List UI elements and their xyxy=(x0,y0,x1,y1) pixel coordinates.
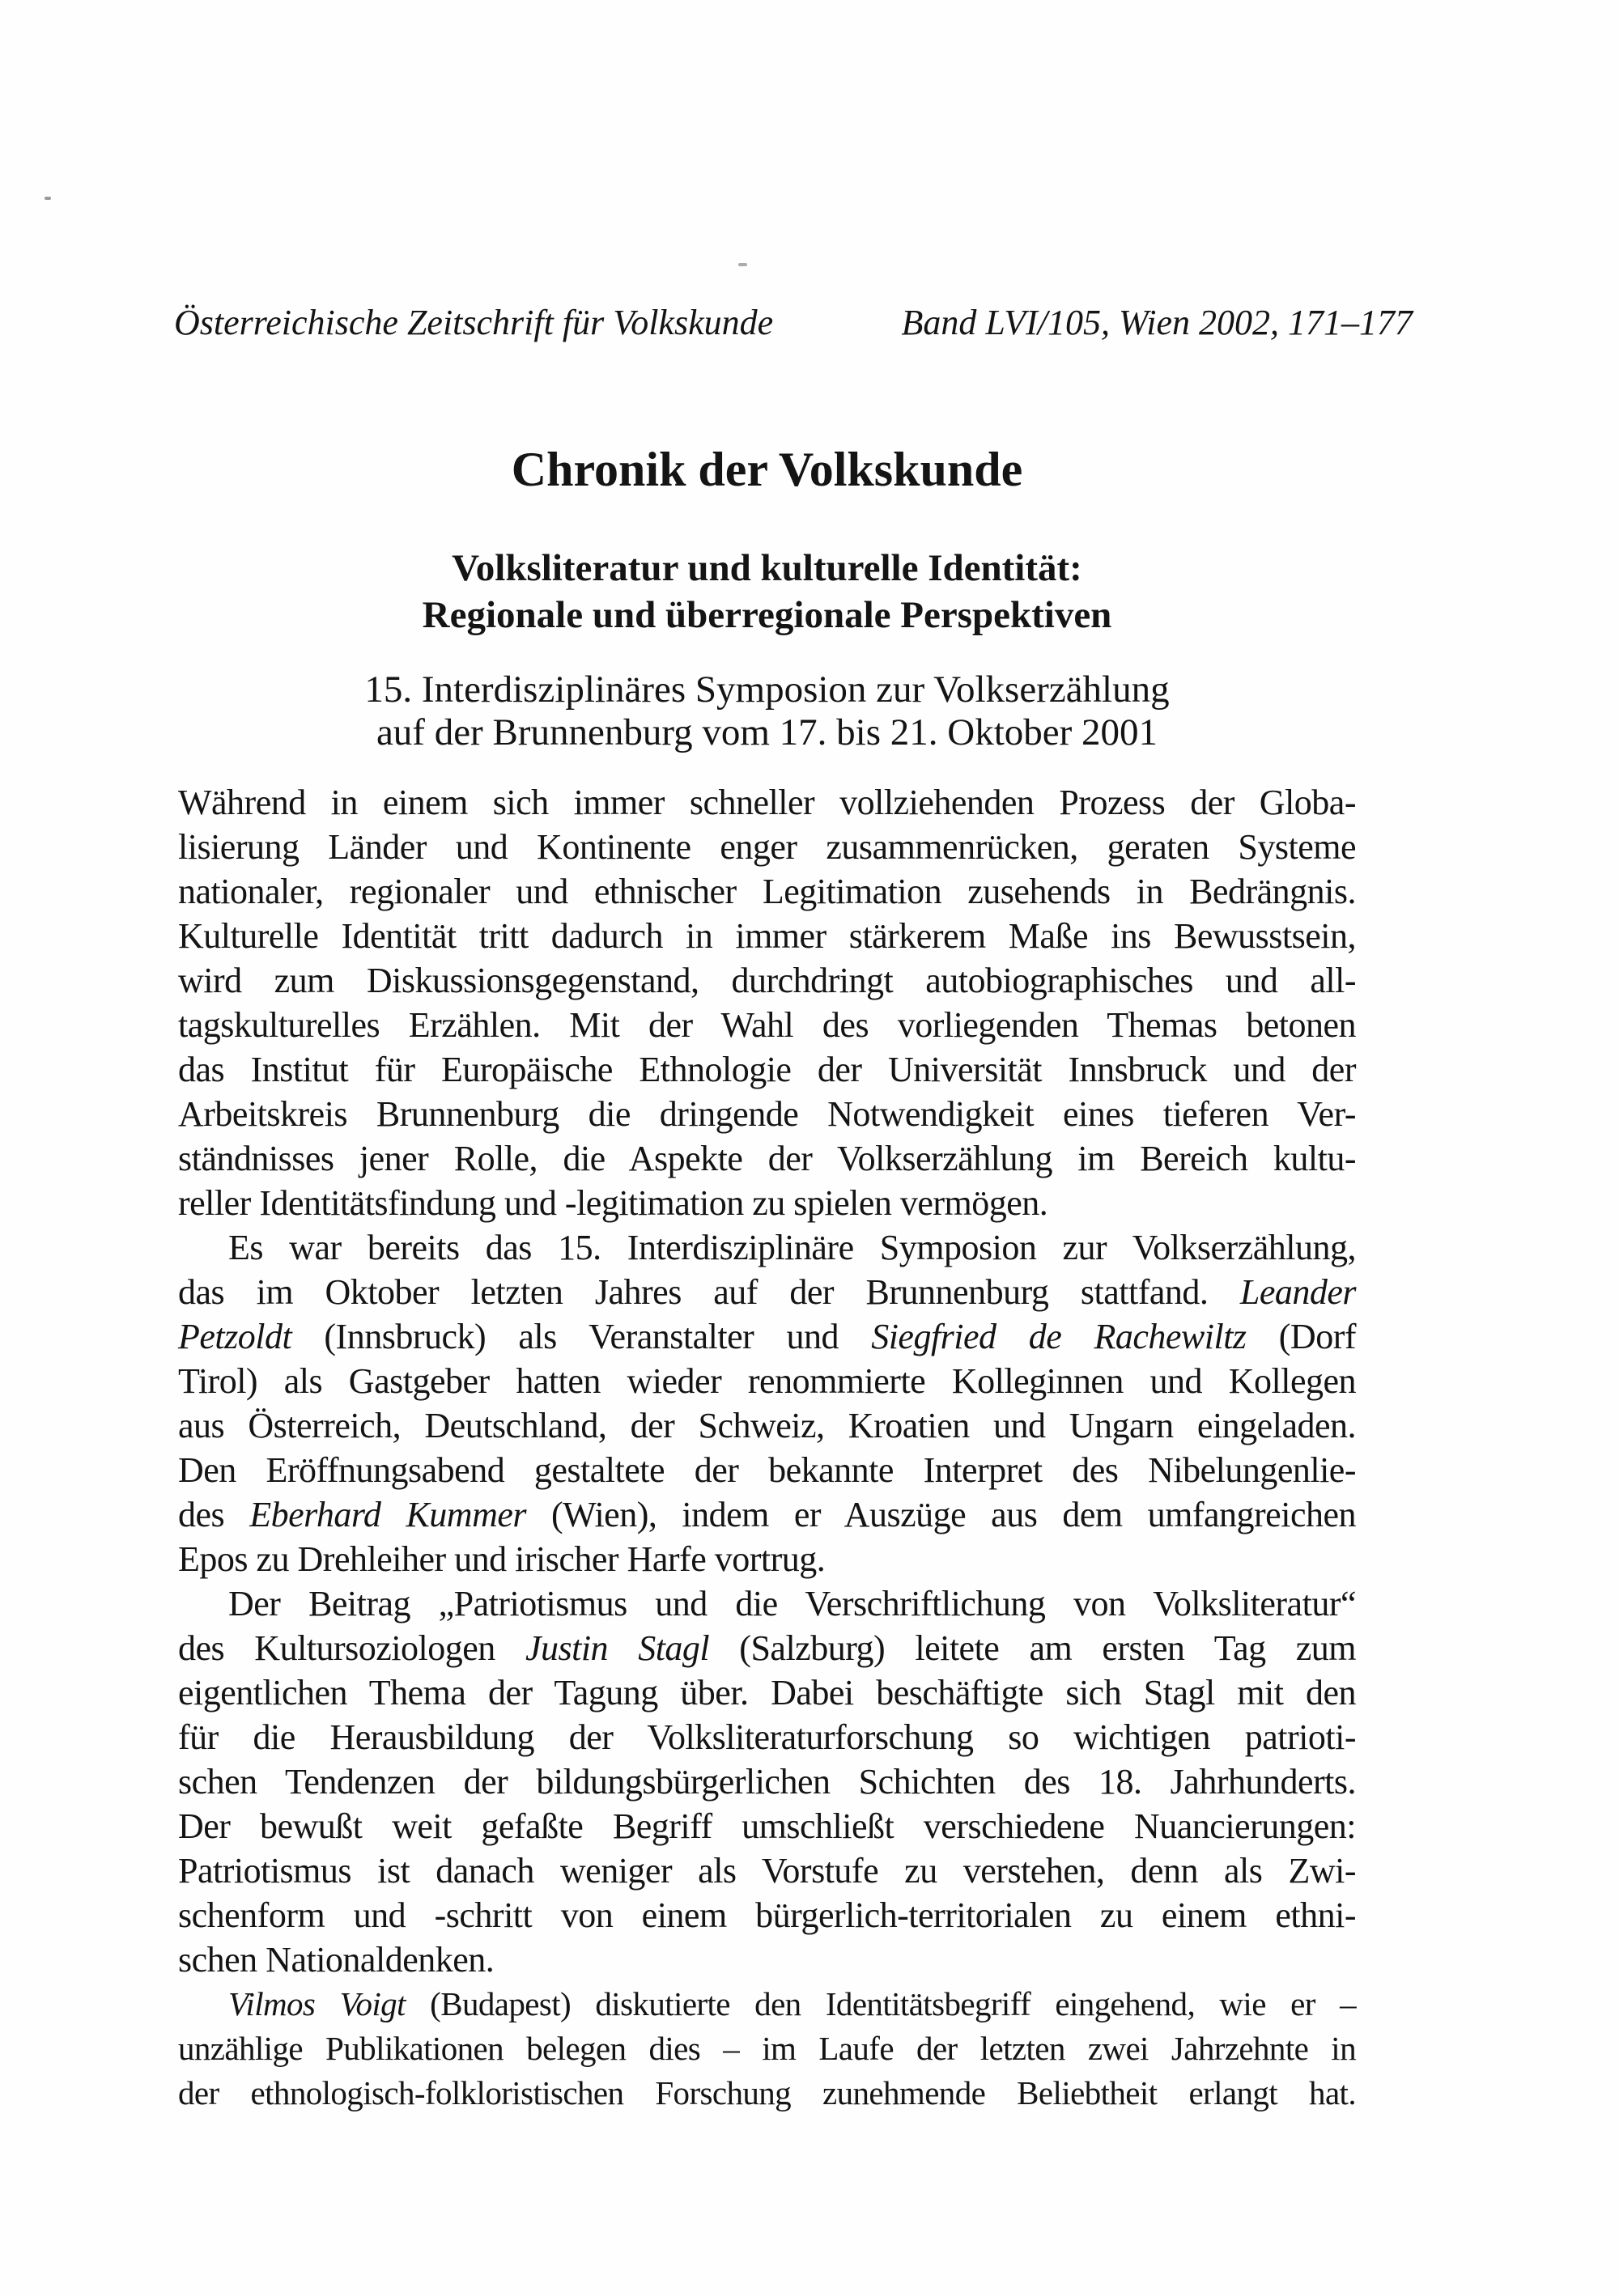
page-header xyxy=(174,303,1413,343)
text-run: unzählige Publikationen belegen dies – im Laufe der letzten zwei Jahrzehnte in xyxy=(178,2030,1356,2067)
text-line xyxy=(178,825,1356,869)
text-line xyxy=(178,1136,1356,1181)
text-run: (Dorf xyxy=(1246,1317,1356,1356)
text-line xyxy=(178,958,1356,1003)
text-run: Der bewußt weit gefaßte Begriff umschließt verschiedene Nuancierungen: xyxy=(178,1806,1356,1846)
text-line xyxy=(178,1937,1356,1982)
text-run: reller Identitätsfindung und -legitimation zu spielen vermögen. xyxy=(178,1183,1048,1223)
text-run: Patriotismus ist danach weniger als Vorstufe zu verstehen, denn als Zwi- xyxy=(178,1851,1356,1891)
article-title xyxy=(178,545,1356,639)
text-run: Tirol) als Gastgeber hatten wieder renommierte Kolleginnen und Kollegen xyxy=(178,1361,1356,1401)
text-run: das im Oktober letzten Jahres auf der Brunnenburg stattfand. xyxy=(178,1272,1240,1312)
text-line xyxy=(178,1626,1356,1670)
text-line xyxy=(178,1715,1356,1759)
text-line xyxy=(178,1270,1356,1314)
text-run: Der Beitrag „Patriotismus und die Verschriftlichung von Volksliteratur“ xyxy=(228,1584,1356,1623)
text-run: (Wien), indem er Auszüge aus dem umfangreichen xyxy=(526,1495,1356,1534)
text-run: das Institut für Europäische Ethnologie der Universität Innsbruck und der xyxy=(178,1050,1356,1089)
text-run: des Kultursoziologen xyxy=(178,1628,525,1668)
article-title-line2: Regionale und überregionale Perspektiven xyxy=(422,594,1112,636)
text-line xyxy=(178,1804,1356,1848)
event-subtitle-line1: 15. Interdisziplinäres Symposion zur Volkserzählung xyxy=(364,668,1170,711)
text-line xyxy=(178,1181,1356,1225)
text-line xyxy=(178,1893,1356,1937)
text-run: Während in einem sich immer schneller vollziehenden Prozess der Globa- xyxy=(178,783,1356,822)
text-run: Den Eröffnungsabend gestaltete der bekannte Interpret des Nibelungenlie- xyxy=(178,1450,1356,1490)
event-subtitle-line2: auf der Brunnenburg vom 17. bis 21. Oktober 2001 xyxy=(376,711,1158,753)
text-run: ständnisses jener Rolle, die Aspekte der Volkserzählung im Bereich kultu- xyxy=(178,1139,1356,1178)
text-line xyxy=(178,1537,1356,1581)
text-line xyxy=(178,869,1356,914)
text-line xyxy=(178,780,1356,825)
text-line xyxy=(178,1492,1356,1537)
text-line xyxy=(178,1225,1356,1270)
article-body xyxy=(178,780,1356,2116)
text-run: der ethnologisch-folkloristischen Forschung zunehmende Beliebtheit erlangt hat. xyxy=(178,2074,1356,2111)
text-line xyxy=(178,1359,1356,1403)
text-line xyxy=(178,1581,1356,1626)
scan-speck xyxy=(45,197,51,200)
text-run: schen Tendenzen der bildungsbürgerlichen Schichten des 18. Jahrhunderts. xyxy=(178,1762,1356,1802)
text-run: (Budapest) diskutierte den Identitätsbegriff eingehend, wie er – xyxy=(405,1985,1357,2022)
text-line xyxy=(178,2071,1356,2116)
article-title-line1: Volksliteratur und kulturelle Identität: xyxy=(452,547,1082,589)
text-run: schen Nationaldenken. xyxy=(178,1940,495,1980)
person-name: Vilmos Voigt xyxy=(228,1985,406,2022)
text-run: Kulturelle Identität tritt dadurch in immer stärkerem Maße ins Bewusstsein, xyxy=(178,916,1356,956)
text-run: Arbeitskreis Brunnenburg die dringende Notwendigkeit eines tieferen Ver- xyxy=(178,1094,1356,1134)
event-subtitle xyxy=(178,668,1356,754)
text-line xyxy=(178,1848,1356,1893)
person-name: Eberhard Kummer xyxy=(249,1495,526,1534)
text-line xyxy=(178,1759,1356,1804)
text-line xyxy=(178,1314,1356,1359)
text-run: schenform und -schritt von einem bürgerlich-territorialen zu einem ethni- xyxy=(178,1895,1356,1935)
journal-name: Österreichische Zeitschrift für Volkskunde xyxy=(174,303,774,342)
text-line xyxy=(178,1047,1356,1092)
text-run: Epos zu Drehleiher und irischer Harfe vortrug. xyxy=(178,1539,826,1579)
text-line xyxy=(178,1403,1356,1448)
text-run: nationaler, regionaler und ethnischer Legitimation zusehends in Bedrängnis. xyxy=(178,872,1356,911)
text-line xyxy=(178,1092,1356,1136)
text-run: des xyxy=(178,1495,250,1534)
text-line xyxy=(178,1448,1356,1492)
text-run: (Innsbruck) als Veranstalter und xyxy=(291,1317,872,1356)
text-run: Es war bereits das 15. Interdisziplinäre Symposion zur Volkserzählung, xyxy=(228,1228,1356,1267)
text-run: eigentlichen Thema der Tagung über. Dabei beschäftigte sich Stagl mit den xyxy=(178,1673,1356,1712)
section-title: Chronik der Volkskunde xyxy=(511,443,1023,496)
text-line xyxy=(178,1982,1356,2027)
person-name: Justin Stagl xyxy=(525,1628,710,1668)
text-run: lisierung Länder und Kontinente enger zusammenrücken, geraten Systeme xyxy=(178,827,1356,867)
scan-speck xyxy=(738,263,747,266)
text-line xyxy=(178,1670,1356,1715)
text-run: wird zum Diskussionsgegenstand, durchdringt autobiographisches und all- xyxy=(178,961,1356,1000)
text-line xyxy=(178,2027,1356,2071)
text-run: aus Österreich, Deutschland, der Schweiz, Kroatien und Ungarn eingeladen. xyxy=(178,1406,1356,1445)
person-name: Leander xyxy=(1239,1272,1356,1312)
person-name: Siegfried de Rachewiltz xyxy=(871,1317,1247,1356)
text-run: (Salzburg) leitete am ersten Tag zum xyxy=(709,1628,1356,1668)
person-name: Petzoldt xyxy=(178,1317,292,1356)
text-run: für die Herausbildung der Volksliteraturforschung so wichtigen patrioti- xyxy=(178,1717,1356,1757)
text-run: tagskulturelles Erzählen. Mit der Wahl des vorliegenden Themas betonen xyxy=(178,1005,1356,1045)
issue-reference: Band LVI/105, Wien 2002, 171–177 xyxy=(901,303,1413,342)
text-line xyxy=(178,914,1356,958)
text-line xyxy=(178,1003,1356,1047)
